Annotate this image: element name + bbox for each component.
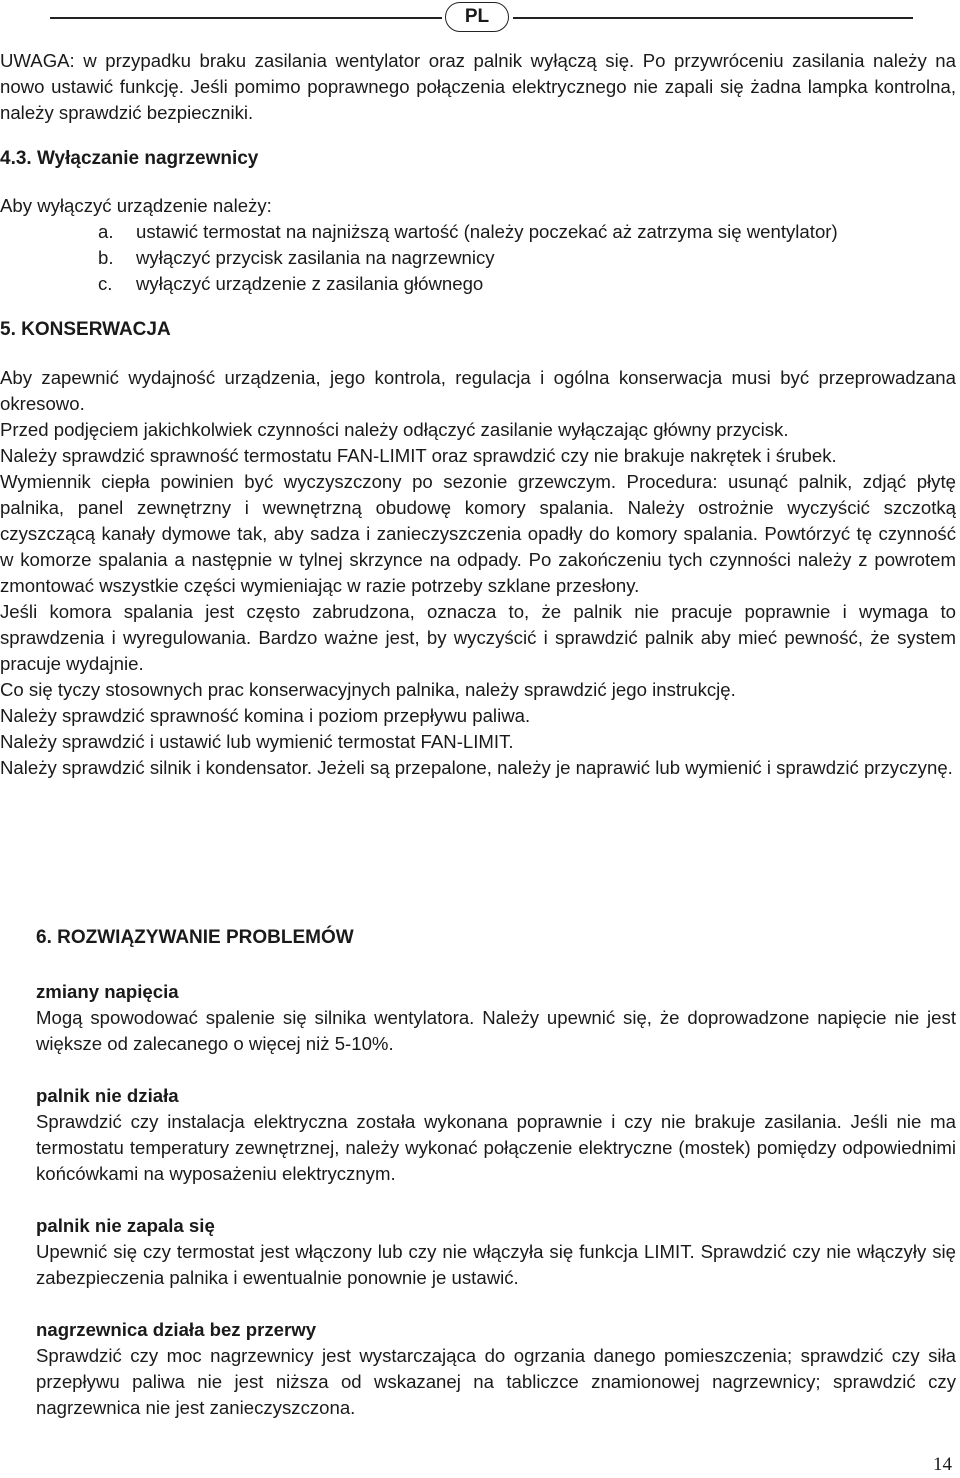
header-rule-right xyxy=(513,17,913,19)
maintenance-paragraph: Należy sprawdzić sprawność termostatu FAN-LIMIT oraz sprawdzić czy nie brakuje nakrętek i śrubek. xyxy=(0,445,837,466)
problem-text: Sprawdzić czy instalacja elektryczna została wykonana poprawnie i czy nie brakuje zasilania. Jeśli nie ma termostatu temperatury zewnętrznej, należy wykonać połączenie elektryczne (mostek) pomiędzy odpowiednimi końcówkami na wyposażeniu elektrycznym. xyxy=(36,1111,956,1184)
problem-block xyxy=(36,1083,956,1187)
problem-block xyxy=(36,1317,956,1421)
warning-paragraph: UWAGA: w przypadku braku zasilania wentylator oraz palnik wyłączą się. Po przywróceniu zasilania należy na nowo ustawić funkcję. Jeśli pomimo poprawnego połączenia elektrycznego nie zapali się żadna lampka kontrolna, należy sprawdzić bezpieczniki. xyxy=(0,50,956,123)
list-item: b. wyłączyć przycisk zasilania na nagrzewnicy xyxy=(98,247,495,268)
maintenance-paragraph: Należy sprawdzić sprawność komina i poziom przepływu paliwa. xyxy=(0,705,531,726)
maintenance-paragraph: Należy sprawdzić silnik i kondensator. Jeżeli są przepalone, należy je naprawić lub wymienić i sprawdzić przyczynę. xyxy=(0,757,953,778)
problem-heading: palnik nie zapala się xyxy=(36,1215,215,1236)
problem-heading: zmiany napięcia xyxy=(36,981,179,1002)
section-4-3-title: 4.3. Wyłączanie nagrzewnicy xyxy=(0,148,259,169)
maintenance-paragraph: Aby zapewnić wydajność urządzenia, jego kontrola, regulacja i ogólna konserwacja musi być przeprowadzana okresowo. xyxy=(0,367,956,414)
list-item: a. ustawić termostat na najniższą wartość (należy poczekać aż zatrzyma się wentylator) xyxy=(98,221,838,242)
header-rule-left xyxy=(50,17,442,19)
problem-text: Mogą spowodować spalenie się silnika wentylatora. Należy upewnić się, że doprowadzone napięcie nie jest większe od zalecanego o więcej niż 5-10%. xyxy=(36,1007,956,1054)
shutdown-steps-list xyxy=(0,219,956,297)
upper-content xyxy=(0,48,956,781)
language-badge: PL xyxy=(445,2,509,32)
maintenance-paragraph: Należy sprawdzić i ustawić lub wymienić termostat FAN-LIMIT. xyxy=(0,731,514,752)
maintenance-paragraph: Przed podjęciem jakichkolwiek czynności należy odłączyć zasilanie wyłączając główny przycisk. xyxy=(0,419,789,440)
problem-block xyxy=(36,1213,956,1291)
problem-heading: nagrzewnica działa bez przerwy xyxy=(36,1319,317,1340)
troubleshooting-section xyxy=(36,925,956,1447)
maintenance-paragraph: Wymiennik ciepła powinien być wyczyszczony po sezonie grzewczym. Procedura: usunąć palnik, zdjąć płytę palnika, panel zewnętrzny i wewnętrzną obudowę komory spalania. Należy ostrożnie wyczyścić szczotką czyszczącą kanały dymowe tak, aby sadza i zanieczyszczenia opadły do komory spalania. Powtórzyć tę czynność w komorze spalania a następnie w tylnej skrzynce na odpady. Po zakończeniu tych czynności należy z powrotem zmontować wszystkie części wymieniając w razie potrzeby szklane przesłony. xyxy=(0,471,956,596)
maintenance-paragraph: Co się tyczy stosownych prac konserwacyjnych palnika, należy sprawdzić jego instrukcję. xyxy=(0,679,736,700)
page-number: 14 xyxy=(933,1454,952,1475)
list-item: c. wyłączyć urządzenie z zasilania głównego xyxy=(98,273,484,294)
section-6-title: 6. ROZWIĄZYWANIE PROBLEMÓW xyxy=(36,927,354,948)
problem-text: Upewnić się czy termostat jest włączony lub czy nie włączyła się funkcja LIMIT. Sprawdzić czy nie włączyły się zabezpieczenia palnika i ewentualnie ponownie je ustawić. xyxy=(36,1241,956,1288)
maintenance-paragraph: Jeśli komora spalania jest często zabrudzona, oznacza to, że palnik nie pracuje poprawnie i wymaga to sprawdzenia i wyregulowania. Bardzo ważne jest, by wyczyścić i sprawdzić palnik aby mieć pewność, że system pracuje wydajnie. xyxy=(0,601,956,674)
problem-heading: palnik nie działa xyxy=(36,1085,179,1106)
problem-block xyxy=(36,979,956,1057)
section-5-title: 5. KONSERWACJA xyxy=(0,319,171,340)
section-4-3-lead: Aby wyłączyć urządzenie należy: xyxy=(0,195,272,216)
problem-text: Sprawdzić czy moc nagrzewnicy jest wystarczająca do ogrzania danego pomieszczenia; sprawdzić czy siła przepływu paliwa nie jest niższa od wskazanej na tabliczce znamionowej nagrzewnicy; sprawdzić czy nagrzewnica nie jest zanieczyszczona. xyxy=(36,1345,956,1418)
